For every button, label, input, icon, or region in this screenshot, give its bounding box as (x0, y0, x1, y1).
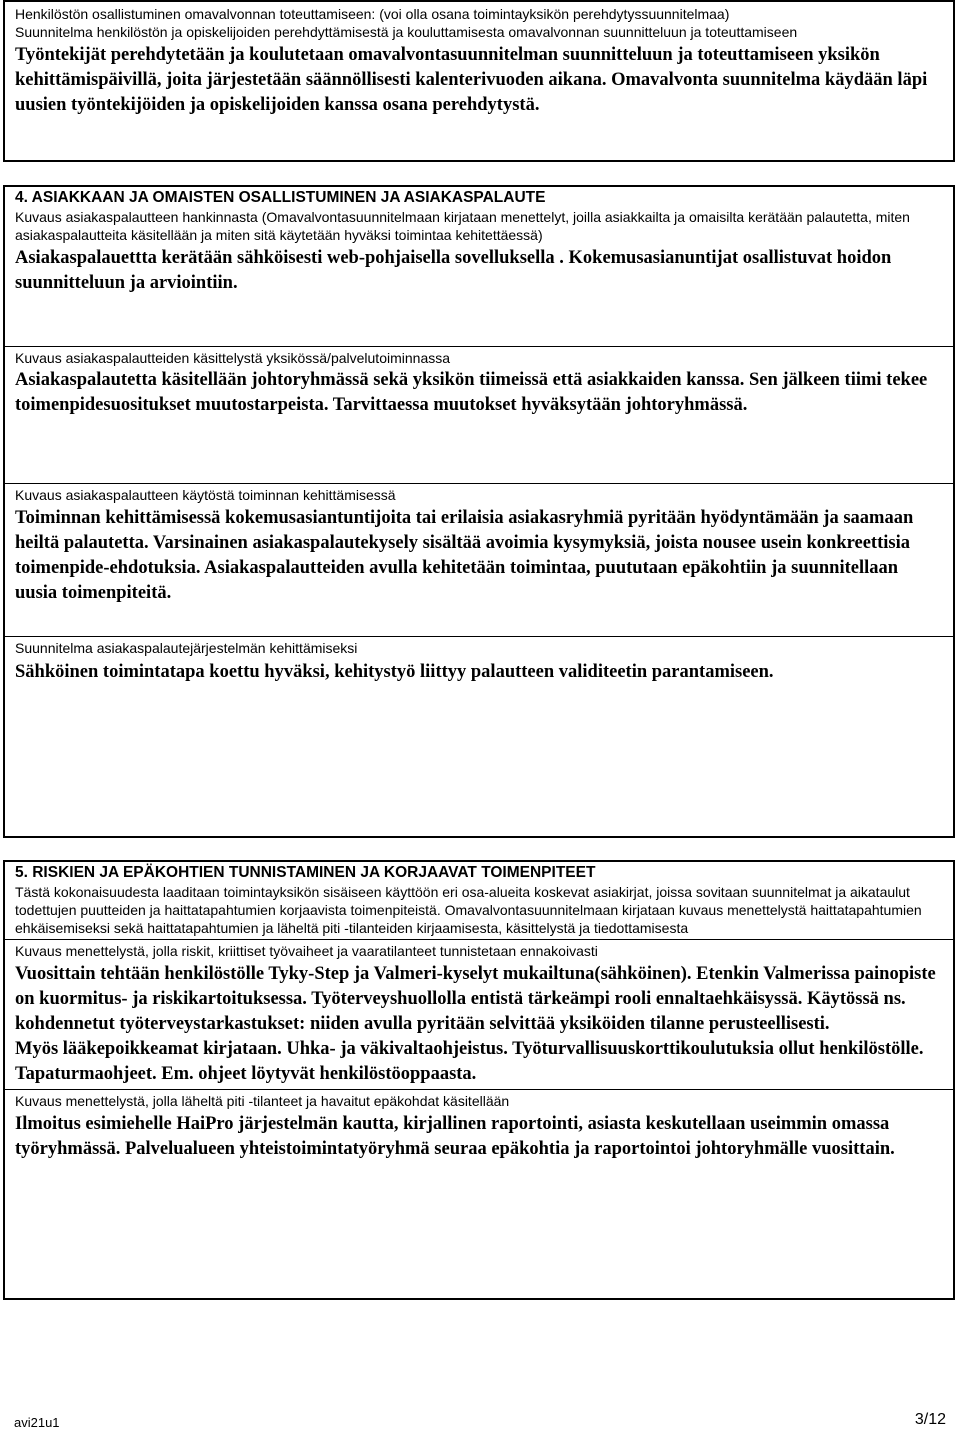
page-number: 3/12 (914, 1411, 946, 1428)
feedback-handling-label: Kuvaus asiakaspalautteiden käsittelystä yksikössä/palvelutoiminnassa (15, 350, 451, 366)
near-miss-label: Kuvaus menettelystä, jolla läheltä piti -tilanteet ja havaitut epäkohdat käsitellään (15, 1093, 510, 1109)
document-id: avi21u1 (14, 1415, 60, 1430)
section-5-box (3, 860, 955, 1300)
feedback-use-label: Kuvaus asiakaspalautteen käytöstä toiminnan kehittämisessä (15, 487, 396, 503)
feedback-collection-label: Kuvaus asiakaspalautteen hankinnasta (Omavalvontasuunnitelmaan kirjataan menettelyt, joilla asiakkailta ja omaisilta kerätään palautetta, miten asiakaspalautteita käsitellään ja miten sitä käytetään hyväksi toimintaa kehitettäessä) (15, 209, 910, 243)
section-5-intro: Tästä kokonaisuudesta laaditaan toimintayksikön sisäiseen käyttöön eri osa-alueita koskevat asiakirjat, joissa sovitaan suunnitelmat ja aikataulut todettujen puutteiden ja haittatapahtumien korjaavista toimenpiteistä. Omavalvontasuunnitelmaan kirjataan kuvaus menettelystä haittatapahtumien ehkäisemiseksi sekä haittatapahtumien ja läheltä piti -tilanteiden kirjaamisesta, käsittelystä ja tiedottamisesta (15, 884, 922, 936)
section-5-title: 5. RISKIEN JA EPÄKOHTIEN TUNNISTAMINEN JA KORJAAVAT TOIMENPITEET (15, 864, 596, 881)
section-4-title: 4. ASIAKKAAN JA OMAISTEN OSALLISTUMINEN JA ASIAKASPALAUTE (15, 189, 546, 206)
feedback-system-plan-label: Suunnitelma asiakaspalautejärjestelmän kehittämiseksi (15, 640, 358, 656)
feedback-system-plan-answer: Sähköinen toimintatapa koettu hyväksi, kehitystyö liittyy palautteen validiteetin parantamiseen. (15, 662, 774, 682)
staff-training-plan-answer: Työntekijät perehdytetään ja koulutetaan omavalvontasuunnitelman suunnitteluun ja toteuttamiseen yksikön kehittämispäivillä, joita järjestetään säännöllisesti kalenterivuoden aikana. Omavalvonta suunnitelma käydään läpi uusien työntekijöiden ja opiskelijoiden kanssa osana perehdytystä. (15, 45, 928, 115)
section-4-box (3, 185, 955, 838)
staff-training-plan-label: Suunnitelma henkilöstön ja opiskelijoiden perehdyttämisestä ja kouluttamisesta omavalvonnan suunnitteluun ja toteuttamiseen (15, 24, 798, 40)
risk-identification-label: Kuvaus menettelystä, jolla riskit, kriittiset työvaiheet ja vaaratilanteet tunnistetaan ennakoivasti (15, 943, 598, 959)
staff-participation-box (3, 0, 955, 162)
staff-participation-heading: Henkilöstön osallistuminen omavalvonnan toteuttamiseen: (voi olla osana toimintayksikön perehdytyssuunnitelmaa) (15, 6, 730, 22)
feedback-use-answer: Toiminnan kehittämisessä kokemusasiantuntijoita tai erilaisia asiakasryhmiä pyritään hyödyntämään ja saamaan heiltä palautetta. Varsinainen asiakaspalautekysely sisältää avoimia kysymyksiä, joista nousee usein konkreettisia toimenpide-ehdotuksia. Asiakaspalautteiden avulla kehitetään toimintaa, puututaan epäkohtiin ja suunnitellaan uusia toimenpiteitä. (15, 508, 914, 603)
feedback-handling-answer: Asiakaspalautetta käsitellään johtoryhmässä sekä yksikön tiimeissä että asiakkaiden kanssa. Sen jälkeen tiimi tekee toimenpidesuositukset muutostarpeista. Tarvittaessa muutokset hyväksytään johtoryhmässä. (15, 370, 928, 415)
risk-identification-answer: Vuosittain tehtään henkilöstölle Tyky-Step ja Valmeri-kyselyt mukailtuna(sähköinen). Etenkin Valmerissa painopiste on kuormitus- ja riskikartoituksessa. Työterveyshuollolla entistä tärkeämpi rooli ennaltaehkäisyssä. Käytössä ns. kohdennetut työterveystarkastukset: niiden avulla pyritään selvittää yksiköiden tilanne perusteellisesti. (15, 964, 936, 1034)
feedback-collection-answer: Asiakaspalauettta kerätään sähköisesti web-pohjaisella sovelluksella . Kokemusasianuntijat osallistuvat hoidon suunnitteluun ja arviointiin. (15, 248, 892, 293)
risk-identification-answer-extra: Myös lääkepoikkeamat kirjataan. Uhka- ja väkivaltaohjeistus. Työturvallisuuskorttikoulutuksia ollut henkilöstölle. Tapaturmaohjeet. Em. ohjeet löytyvät henkilöstöoppaasta. (15, 1039, 924, 1084)
near-miss-answer: Ilmoitus esimiehelle HaiPro järjestelmän kautta, kirjallinen raportointi, asiasta keskutellaan useimmin omassa työryhmässä. Palvelualueen yhteistoimintatyöryhmä seuraa epäkohtia ja raportointoi johtoryhmälle vuosittain. (15, 1114, 895, 1159)
